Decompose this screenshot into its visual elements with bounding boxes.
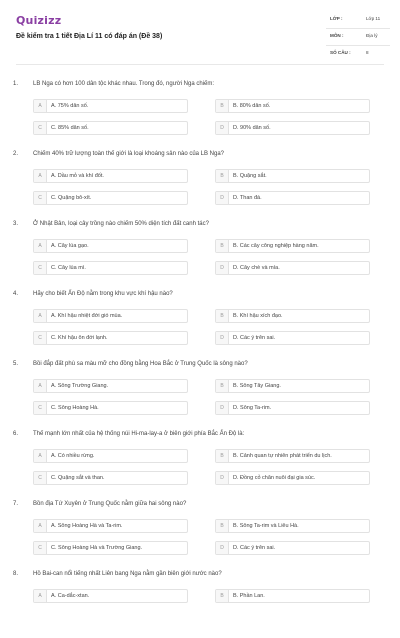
option-letter: C: [34, 332, 47, 344]
question-number: 4.: [13, 291, 19, 297]
meta-value: Lớp 11: [366, 16, 381, 21]
meta-label: LỚP :: [330, 16, 343, 21]
option-letter: B: [216, 100, 229, 112]
answer-option-c[interactable]: [33, 401, 188, 415]
option-letter: C: [34, 472, 47, 484]
meta-value: Địa lý: [366, 33, 378, 38]
question-number: 8.: [13, 571, 19, 577]
option-letter: A: [34, 310, 47, 322]
option-text: A. Ca-dắc-xtan.: [51, 593, 90, 599]
option-letter: B: [216, 240, 229, 252]
question-number: 1.: [13, 81, 19, 87]
meta-label: MÔN :: [330, 33, 344, 38]
option-letter: A: [34, 240, 47, 252]
answer-option-a[interactable]: [33, 169, 188, 183]
option-letter: C: [34, 542, 47, 554]
answer-option-d[interactable]: [215, 541, 370, 555]
quizizz-logo[interactable]: Quizizz: [16, 14, 62, 27]
option-letter: B: [216, 450, 229, 462]
question-number: 3.: [13, 221, 19, 227]
question-7: [0, 498, 400, 568]
answer-option-c[interactable]: [33, 541, 188, 555]
answer-option-b[interactable]: [215, 309, 370, 323]
option-text: B. 80% dân số.: [233, 103, 271, 109]
option-letter: D: [216, 332, 229, 344]
question-4: [0, 288, 400, 358]
question-number: 6.: [13, 431, 19, 437]
answer-option-b[interactable]: [215, 449, 370, 463]
option-text: C. Cây lúa mì.: [51, 265, 86, 271]
page-title: Đề kiểm tra 1 tiết Địa Lí 11 có đáp án (Đề 38): [16, 33, 163, 40]
option-text: D. Sông Ta-rim.: [233, 405, 272, 411]
question-5: [0, 358, 400, 428]
option-text: B. Phần Lan.: [233, 593, 265, 599]
question-number: 7.: [13, 501, 19, 507]
option-text: A. Có nhiều rừng.: [51, 453, 95, 459]
question-text: Bồn địa Tứ Xuyên ở Trung Quốc nằm giữa hai sông nào?: [33, 501, 187, 507]
answer-option-a[interactable]: [33, 449, 188, 463]
question-text: Ở Nhật Bản, loại cây trồng nào chiếm 50% diện tích đất canh tác?: [33, 221, 209, 227]
question-text: LB Nga có hơn 100 dân tộc khác nhau. Trong đó, người Nga chiếm:: [33, 81, 214, 87]
question-number: 5.: [13, 361, 19, 367]
option-text: B. Cảnh quan tự nhiên phát triển du lịch.: [233, 453, 332, 459]
question-6: [0, 428, 400, 498]
option-letter: A: [34, 450, 47, 462]
option-text: C. Sông Hoàng Hà và Trường Giang.: [51, 545, 143, 551]
answer-option-d[interactable]: [215, 401, 370, 415]
meta-label: SỐ CÂU :: [330, 50, 351, 55]
option-text: B. Sông Tây Giang.: [233, 383, 281, 389]
question-text: Chiếm 40% trữ lượng toàn thế giới là loại khoáng sản nào của LB Nga?: [33, 151, 225, 157]
page-header: [0, 0, 400, 64]
answer-option-d[interactable]: [215, 261, 370, 275]
question-text: Thế mạnh lớn nhất của hệ thống núi Hi-ma-lay-a ở biên giới phía Bắc Ấn Độ là:: [33, 431, 245, 437]
option-text: C. Quặng bô-xít.: [51, 195, 92, 201]
option-text: D. 90% dân số.: [233, 125, 271, 131]
option-text: A. Khí hậu nhiệt đới gió mùa.: [51, 313, 123, 319]
answer-option-a[interactable]: [33, 309, 188, 323]
option-text: A. Sông Hoàng Hà và Ta-rim.: [51, 523, 123, 529]
option-letter: C: [34, 402, 47, 414]
answer-option-a[interactable]: [33, 99, 188, 113]
answer-option-c[interactable]: [33, 121, 188, 135]
question-text: Hãy cho biết Ấn Độ nằm trong khu vực khí hậu nào?: [33, 291, 173, 297]
option-letter: D: [216, 122, 229, 134]
question-text: Hồ Bai-can nổi tiếng nhất Liên bang Nga nằm gần biên giới nước nào?: [33, 571, 222, 577]
option-text: B. Các cây công nghiệp hàng năm.: [233, 243, 319, 249]
option-letter: D: [216, 472, 229, 484]
option-letter: A: [34, 520, 47, 532]
option-letter: B: [216, 380, 229, 392]
option-letter: D: [216, 262, 229, 274]
option-letter: D: [216, 192, 229, 204]
answer-option-d[interactable]: [215, 331, 370, 345]
answer-option-c[interactable]: [33, 471, 188, 485]
header-divider: [16, 64, 384, 65]
option-letter: A: [34, 590, 47, 602]
option-letter: C: [34, 122, 47, 134]
option-text: C. Quặng sắt và than.: [51, 475, 105, 481]
answer-option-b[interactable]: [215, 239, 370, 253]
question-1: [0, 78, 400, 148]
question-2: [0, 148, 400, 218]
option-text: A. Dầu mỏ và khí đốt.: [51, 173, 104, 179]
answer-option-a[interactable]: [33, 589, 188, 603]
question-8: [0, 568, 400, 638]
option-letter: A: [34, 170, 47, 182]
answer-option-d[interactable]: [215, 471, 370, 485]
answer-option-d[interactable]: [215, 191, 370, 205]
answer-option-d[interactable]: [215, 121, 370, 135]
option-text: D. Các ý trên sai.: [233, 545, 276, 551]
meta-row-grade: [326, 12, 390, 29]
option-letter: B: [216, 520, 229, 532]
option-text: D. Các ý trên sai.: [233, 335, 276, 341]
answer-option-b[interactable]: [215, 519, 370, 533]
answer-option-a[interactable]: [33, 239, 188, 253]
option-text: C. Sông Hoàng Hà.: [51, 405, 99, 411]
option-letter: A: [34, 100, 47, 112]
option-letter: D: [216, 542, 229, 554]
option-text: B. Sông Ta-rim và Liêu Hà.: [233, 523, 299, 529]
option-letter: C: [34, 262, 47, 274]
answer-option-c[interactable]: [33, 331, 188, 345]
option-letter: B: [216, 310, 229, 322]
question-3: [0, 218, 400, 288]
option-text: A. Sông Trường Giang.: [51, 383, 109, 389]
option-text: C. 85% dân số.: [51, 125, 89, 131]
question-number: 2.: [13, 151, 19, 157]
answer-option-b[interactable]: [215, 99, 370, 113]
option-text: D. Cây chè và mía.: [233, 265, 280, 271]
answer-option-b[interactable]: [215, 589, 370, 603]
answer-option-c[interactable]: [33, 191, 188, 205]
option-text: A. Cây lúa gạo.: [51, 243, 89, 249]
option-text: D. Đồng cỏ chăn nuôi đại gia súc.: [233, 475, 316, 481]
option-text: A. 75% dân số.: [51, 103, 89, 109]
option-letter: B: [216, 170, 229, 182]
option-letter: A: [34, 380, 47, 392]
option-letter: C: [34, 192, 47, 204]
answer-option-c[interactable]: [33, 261, 188, 275]
meta-row-question-count: [326, 46, 390, 62]
question-text: Bồi đắp đất phù sa màu mỡ cho đồng bằng Hoa Bắc ở Trung Quốc là sông nào?: [33, 361, 248, 367]
option-letter: D: [216, 402, 229, 414]
quiz-meta-box: [326, 12, 390, 62]
option-text: B. Khí hậu xích đạo.: [233, 313, 283, 319]
answer-option-a[interactable]: [33, 379, 188, 393]
option-text: B. Quặng sắt.: [233, 173, 267, 179]
question-list: [0, 78, 400, 638]
meta-row-subject: [326, 29, 390, 46]
answer-option-a[interactable]: [33, 519, 188, 533]
option-text: D. Than đá.: [233, 195, 262, 201]
option-letter: B: [216, 590, 229, 602]
answer-option-b[interactable]: [215, 379, 370, 393]
answer-option-b[interactable]: [215, 169, 370, 183]
option-text: C. Khí hậu ôn đới lạnh.: [51, 335, 108, 341]
meta-value: 8: [366, 50, 369, 55]
